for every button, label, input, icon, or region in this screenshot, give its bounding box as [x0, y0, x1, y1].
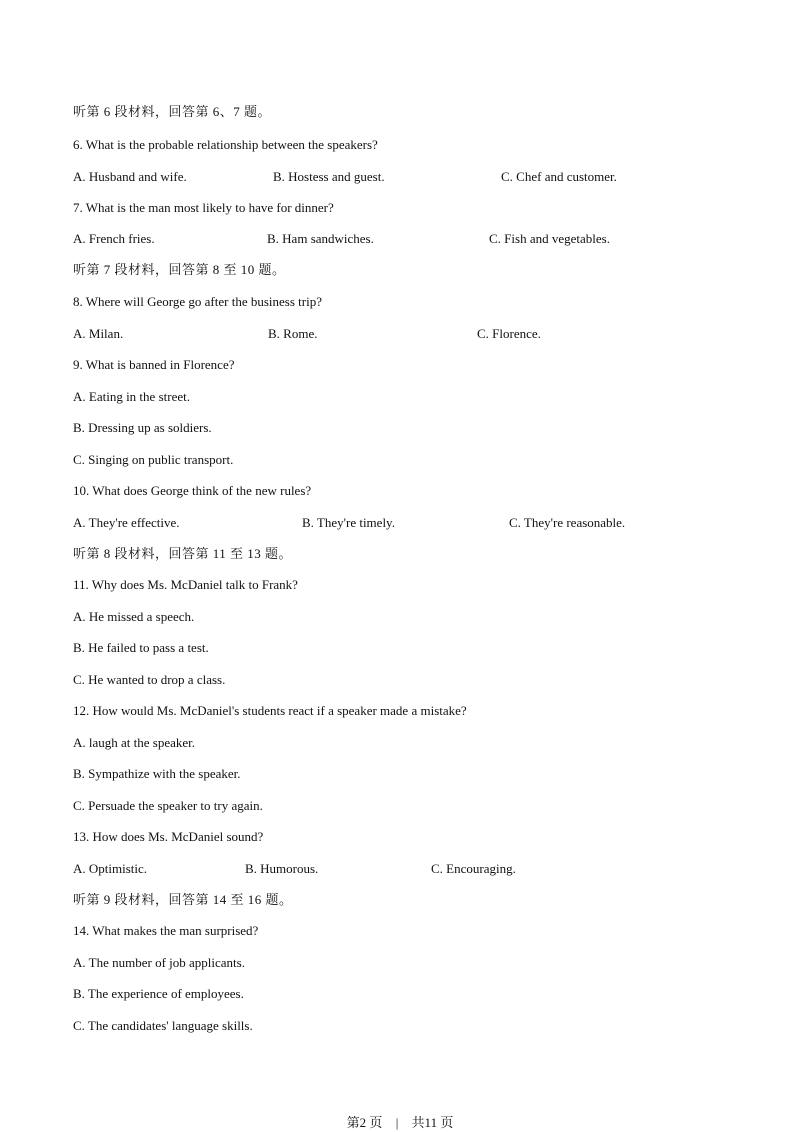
question-7: 7. What is the man most likely to have for dinner?	[73, 200, 334, 215]
q7-option-b: B. Ham sandwiches.	[267, 231, 374, 246]
page-number: 第2 页	[346, 1115, 383, 1130]
q7-option-a: A. French fries.	[73, 231, 155, 246]
q14-option-c: C. The candidates' language skills.	[73, 1018, 253, 1033]
section-heading-8: 听第 8 段材料，回答第 11 至 13 题。	[73, 546, 293, 561]
q6-option-b: B. Hostess and guest.	[273, 169, 385, 184]
q12-option-c: C. Persuade the speaker to try again.	[73, 798, 263, 813]
question-14: 14. What makes the man surprised?	[73, 923, 259, 938]
page-total: 共11 页	[411, 1115, 454, 1130]
q13-option-c: C. Encouraging.	[431, 861, 516, 876]
question-11: 11. Why does Ms. McDaniel talk to Frank?	[73, 577, 298, 592]
q8-option-a: A. Milan.	[73, 326, 124, 341]
q13-option-a: A. Optimistic.	[73, 861, 148, 876]
section-heading-6: 听第 6 段材料，回答第 6、7 题。	[73, 104, 272, 119]
q10-option-c: C. They're reasonable.	[509, 515, 626, 530]
q8-option-c: C. Florence.	[477, 326, 541, 341]
q11-option-a: A. He missed a speech.	[73, 609, 195, 624]
q6-option-a: A. Husband and wife.	[73, 169, 187, 184]
question-9: 9. What is banned in Florence?	[73, 357, 235, 372]
q6-option-c: C. Chef and customer.	[501, 169, 617, 184]
q13-option-b: B. Humorous.	[245, 861, 319, 876]
q9-option-c: C. Singing on public transport.	[73, 452, 234, 467]
q10-option-a: A. They're effective.	[73, 515, 180, 530]
q12-option-a: A. laugh at the speaker.	[73, 735, 196, 750]
question-6: 6. What is the probable relationship between the speakers?	[73, 137, 378, 152]
q12-option-b: B. Sympathize with the speaker.	[73, 766, 241, 781]
question-12: 12. How would Ms. McDaniel's students react if a speaker made a mistake?	[73, 703, 467, 718]
q11-option-c: C. He wanted to drop a class.	[73, 672, 226, 687]
question-10: 10. What does George think of the new rules?	[73, 483, 312, 498]
q14-option-b: B. The experience of employees.	[73, 986, 244, 1001]
q10-option-b: B. They're timely.	[302, 515, 395, 530]
footer-separator: |	[395, 1115, 399, 1130]
q9-option-a: A. Eating in the street.	[73, 389, 190, 404]
q11-option-b: B. He failed to pass a test.	[73, 640, 209, 655]
q8-option-b: B. Rome.	[268, 326, 318, 341]
question-8: 8. Where will George go after the business trip?	[73, 294, 322, 309]
section-heading-7: 听第 7 段材料，回答第 8 至 10 题。	[73, 262, 286, 277]
q7-option-c: C. Fish and vegetables.	[489, 231, 610, 246]
q14-option-a: A. The number of job applicants.	[73, 955, 245, 970]
q9-option-b: B. Dressing up as soldiers.	[73, 420, 212, 435]
question-13: 13. How does Ms. McDaniel sound?	[73, 829, 264, 844]
page-footer	[0, 1115, 800, 1131]
section-heading-9: 听第 9 段材料，回答第 14 至 16 题。	[73, 892, 293, 907]
